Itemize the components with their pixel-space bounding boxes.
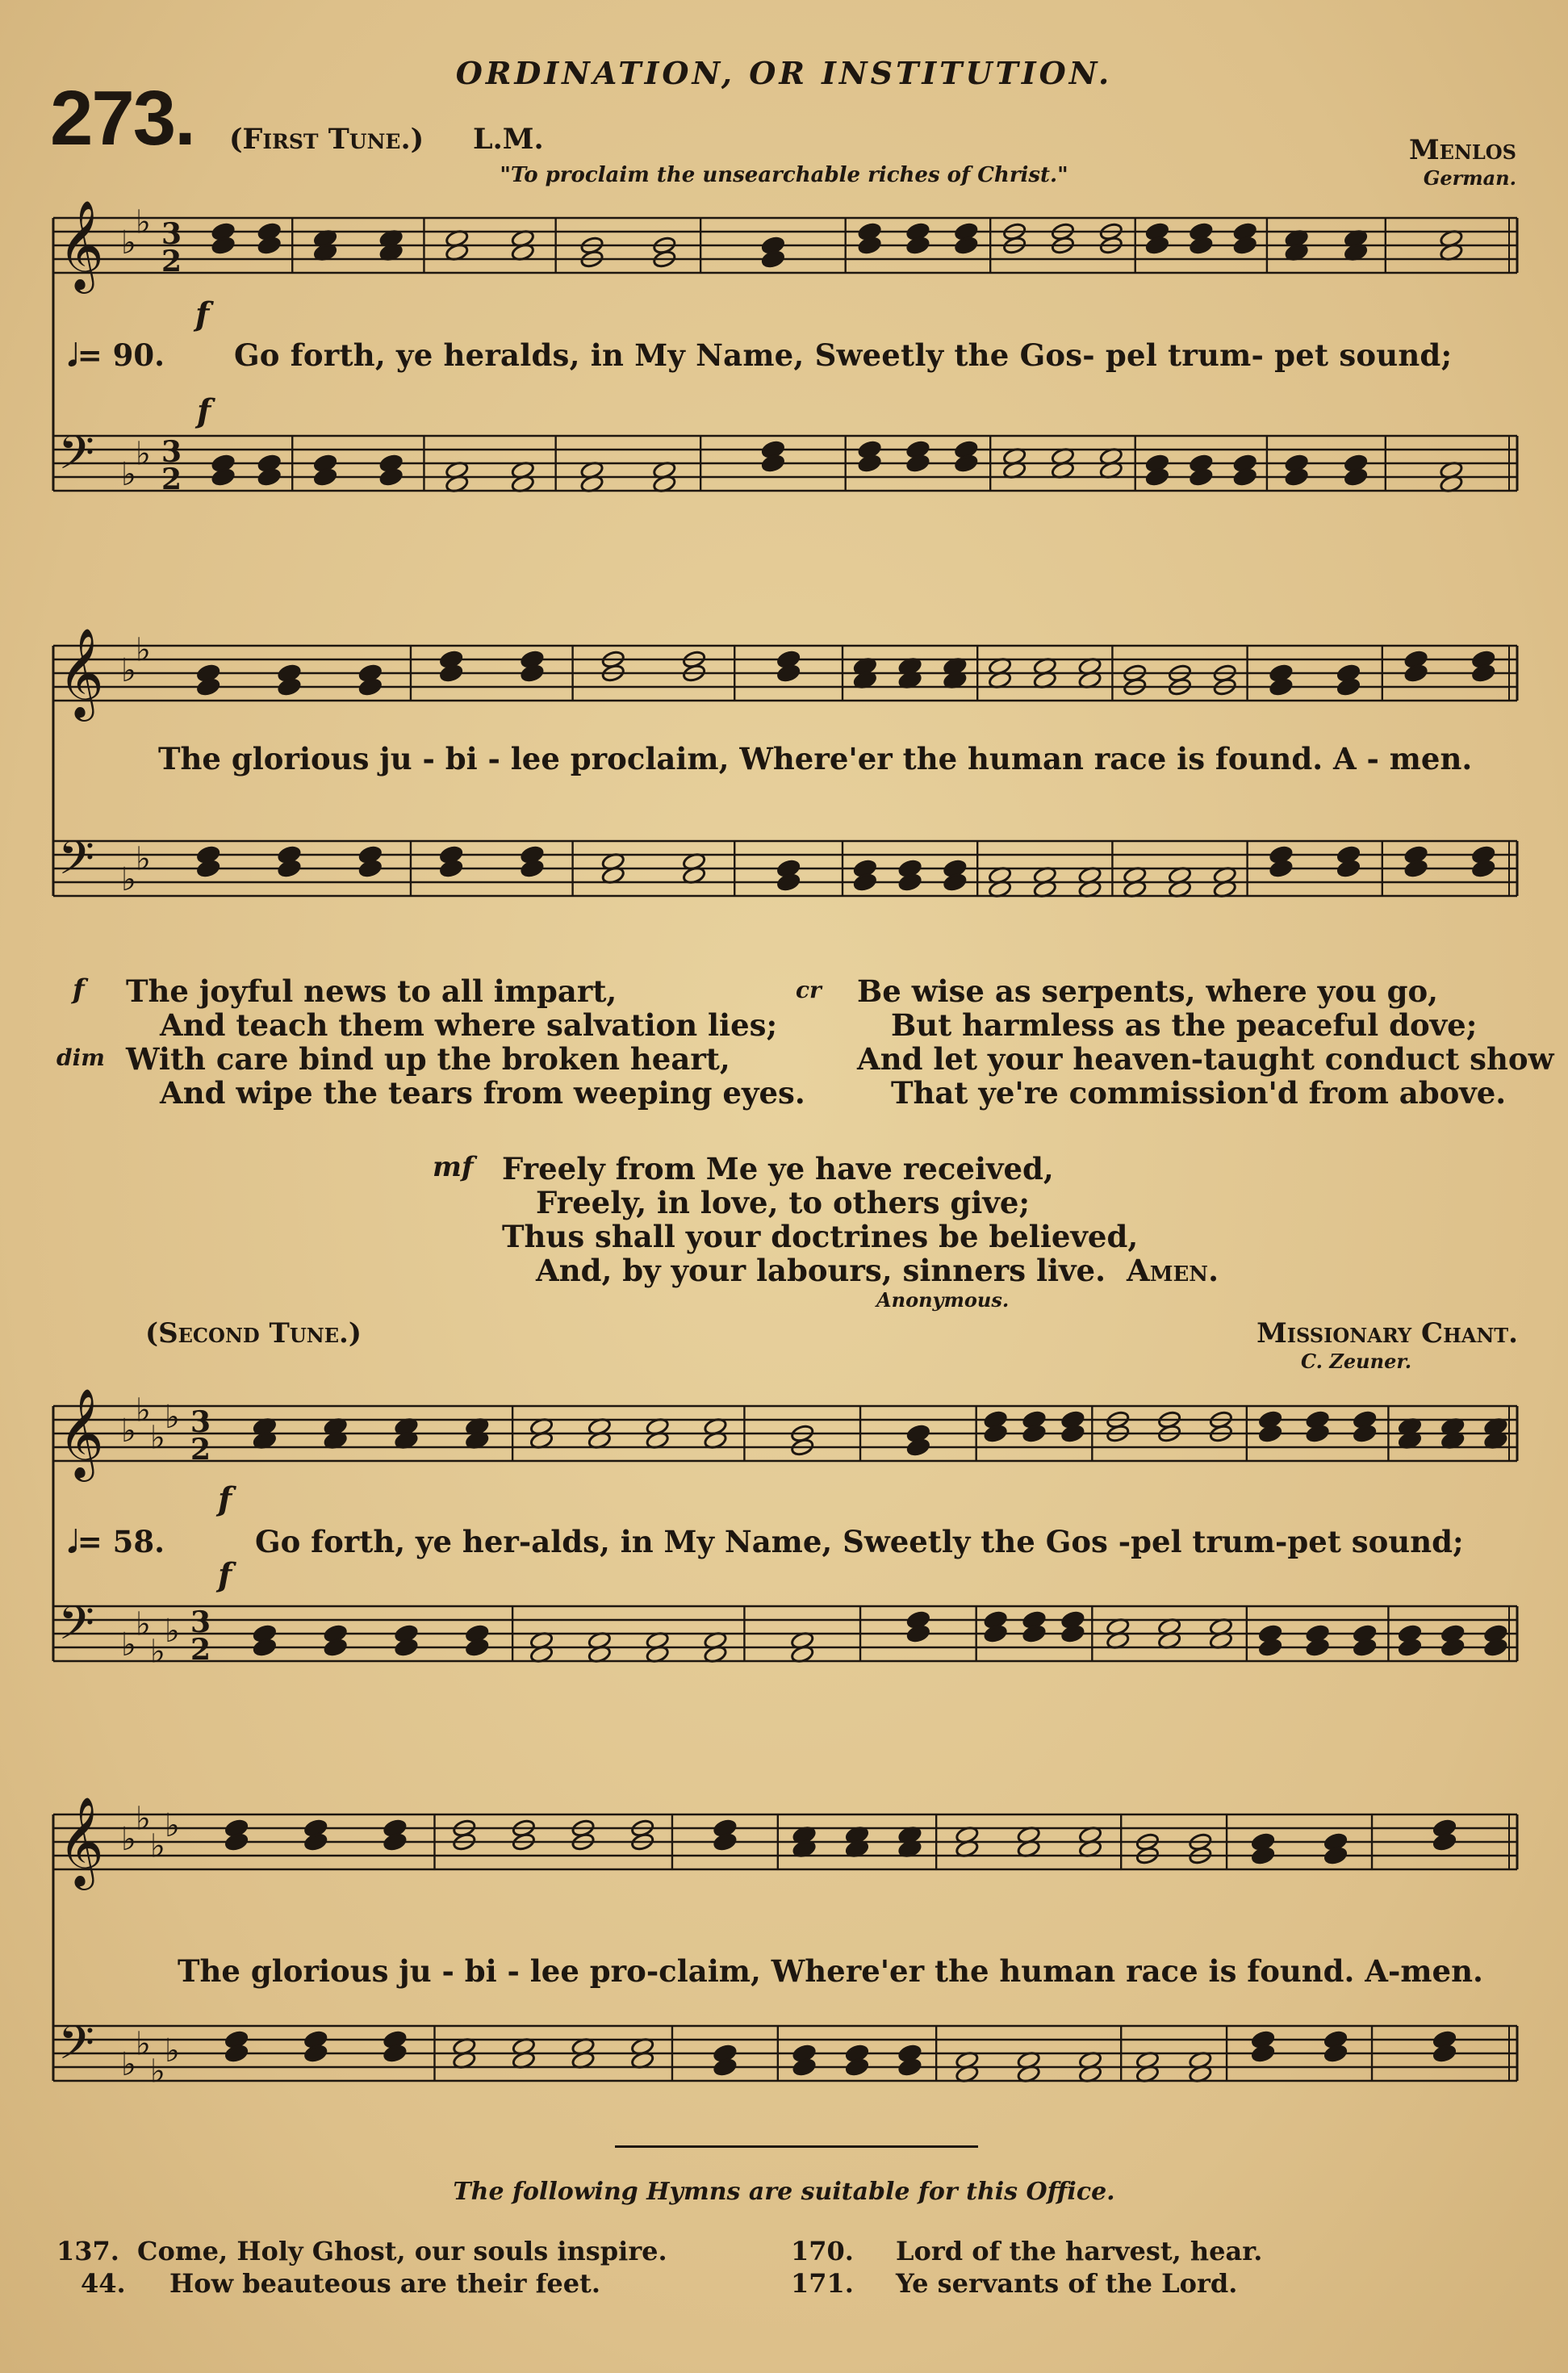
flat-icon: ♭ xyxy=(136,631,151,669)
dynamic-mark-treble: f xyxy=(195,295,210,333)
hymn-reference xyxy=(81,2268,600,2299)
treble-clef-icon: 𝄞 xyxy=(58,199,104,290)
footer-heading: The following Hymns are suitable for this Office. xyxy=(453,2178,1115,2206)
time-signature-bottom: 2 xyxy=(190,1633,211,1667)
flat-icon: ♭ xyxy=(121,1821,136,1858)
verse-left xyxy=(56,973,805,1111)
time-signature-top: 3 xyxy=(161,435,182,469)
quarter-note-icon: 𝅘𝅥 xyxy=(68,337,77,373)
second-tune-name: Missionary Chant. xyxy=(1256,1317,1518,1350)
bass-clef-icon: 𝄢 xyxy=(58,425,95,492)
dynamic-mark-treble: f xyxy=(218,1480,232,1518)
verse-right xyxy=(796,973,1554,1111)
hymn-reference-number: 170. xyxy=(791,2236,854,2266)
flat-icon: ♭ xyxy=(165,1399,180,1436)
first-tune-origin: German. xyxy=(1423,166,1516,190)
first-tune-label: (First Tune.) xyxy=(229,123,424,156)
lyrics-line-2: The glorious ju - bi - lee pro-claim, Where'er the human race is found. A-men. xyxy=(178,1953,1483,1989)
time-signature-bottom: 2 xyxy=(190,1433,211,1467)
flat-icon: ♭ xyxy=(136,435,151,473)
first-tune-name: Menlos xyxy=(1409,134,1516,166)
flat-icon: ♭ xyxy=(121,861,136,898)
verse-center xyxy=(433,1151,1240,1287)
lyrics-line-2: The glorious ju - bi - lee proclaim, Where'er the human race is found. A - men. xyxy=(158,741,1473,776)
second-tune-origin: C. Zeuner. xyxy=(1301,1350,1412,1373)
verse-line: That ye're commission'd from above. xyxy=(891,1075,1507,1111)
footer-divider xyxy=(615,2145,978,2148)
verse-line: And let your heaven-taught conduct show xyxy=(857,1041,1554,1077)
tempo-value: = 90. xyxy=(77,337,165,373)
flat-icon: ♭ xyxy=(121,1412,136,1450)
hymn-reference-title: Ye servants of the Lord. xyxy=(896,2268,1238,2299)
quarter-note-icon: 𝅘𝅥 xyxy=(68,1524,77,1559)
bass-clef-icon: 𝄢 xyxy=(58,1596,95,1662)
treble-clef-icon: 𝄞 xyxy=(58,1387,104,1478)
flat-icon: ♭ xyxy=(121,652,136,689)
verse-line: f The joyful news to all impart, xyxy=(73,973,617,1009)
flat-icon: ♭ xyxy=(121,456,136,493)
verse-line: Thus shall your doctrines be believed, xyxy=(502,1219,1139,1254)
flat-icon: ♭ xyxy=(121,1626,136,1664)
flat-icon: ♭ xyxy=(136,840,151,878)
treble-clef-icon: 𝄞 xyxy=(58,1796,104,1886)
verse-line: But harmless as the peaceful dove; xyxy=(891,1007,1478,1043)
hymn-reference-number: 44. xyxy=(81,2268,126,2299)
flat-icon: ♭ xyxy=(165,2032,180,2070)
flat-icon: ♭ xyxy=(121,2046,136,2083)
tempo-marking xyxy=(68,337,165,374)
attribution: Anonymous. xyxy=(876,1288,1010,1312)
hymn-reference-title: How beauteous are their feet. xyxy=(169,2268,600,2299)
tempo-value: = 58. xyxy=(77,1524,165,1559)
running-head: ORDINATION, OR INSTITUTION. xyxy=(455,55,1113,91)
time-signature-top: 3 xyxy=(190,1405,211,1439)
treble-clef-icon: 𝄞 xyxy=(58,627,104,718)
time-signature-top: 3 xyxy=(190,1605,211,1639)
flat-icon: ♭ xyxy=(121,224,136,262)
flat-icon: ♭ xyxy=(136,203,151,241)
dynamic-mark-bass: f xyxy=(197,392,211,430)
flat-icon: ♭ xyxy=(136,1800,151,1838)
flat-icon: ♭ xyxy=(150,1419,165,1457)
lyrics-line-1: Go forth, ye heralds, in My Name, Sweetly the Gos- pel trum- pet sound; xyxy=(234,337,1453,373)
hymn-reference xyxy=(56,2236,667,2266)
dynamic-mark-bass: f xyxy=(218,1556,232,1594)
meter-label: L.M. xyxy=(473,123,544,156)
time-signature-top: 3 xyxy=(161,217,182,251)
flat-icon: ♭ xyxy=(150,2053,165,2090)
bass-clef-icon: 𝄢 xyxy=(58,2015,95,2082)
flat-icon: ♭ xyxy=(136,2025,151,2063)
verse-line: And teach them where salvation lies; xyxy=(160,1007,778,1043)
flat-icon: ♭ xyxy=(150,1633,165,1671)
verse-line: And, by your labours, sinners live. Amen. xyxy=(536,1253,1219,1288)
second-tune-label: (Second Tune.) xyxy=(145,1317,362,1350)
flat-icon: ♭ xyxy=(150,1827,165,1865)
amen-label: Amen. xyxy=(1127,1253,1219,1288)
time-signature-bottom: 2 xyxy=(161,245,182,278)
hymn-reference xyxy=(791,2268,1237,2299)
hymn-reference-title: Lord of the harvest, hear. xyxy=(896,2236,1263,2266)
flat-icon: ♭ xyxy=(165,1807,180,1844)
lyrics-line-1: Go forth, ye her-alds, in My Name, Sweetly the Gos -pel trum-pet sound; xyxy=(255,1524,1464,1559)
verse-line: And wipe the tears from weeping eyes. xyxy=(160,1075,805,1111)
verse-line: Freely, in love, to others give; xyxy=(536,1185,1031,1220)
time-signature-bottom: 2 xyxy=(161,462,182,496)
hymn-reference-title: Come, Holy Ghost, our souls inspire. xyxy=(137,2236,667,2266)
flat-icon: ♭ xyxy=(136,1605,151,1643)
flat-icon: ♭ xyxy=(165,1613,180,1650)
tempo-marking xyxy=(68,1524,165,1560)
flat-icon: ♭ xyxy=(136,1392,151,1429)
hymn-reference-number: 171. xyxy=(791,2268,854,2299)
verse-line: mf Freely from Me ye have received, xyxy=(433,1151,1054,1186)
verse-line: cr Be wise as serpents, where you go, xyxy=(796,973,1439,1009)
hymn-reference xyxy=(791,2236,1262,2266)
bass-clef-icon: 𝄢 xyxy=(58,831,95,897)
hymn-number: 273. xyxy=(50,75,194,161)
verse-line: dim With care bind up the broken heart, xyxy=(56,1041,730,1077)
epigraph: "To proclaim the unsearchable riches of Christ." xyxy=(500,163,1068,187)
hymn-reference-number: 137. xyxy=(56,2236,119,2266)
